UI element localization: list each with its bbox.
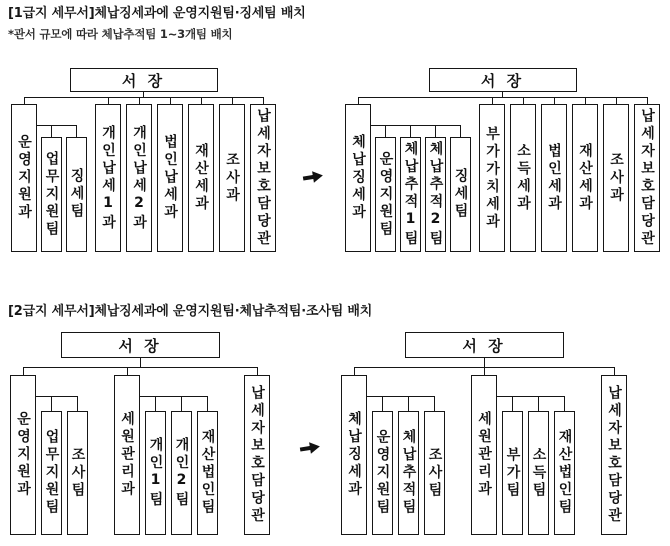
dept-box xyxy=(11,104,37,252)
team-box xyxy=(41,137,62,252)
dept-box-label: 체납징세과 xyxy=(350,134,366,222)
connector-vline xyxy=(201,97,202,104)
dept-box xyxy=(219,104,245,252)
chief-box xyxy=(70,68,218,92)
team-box-label: 개인1팀 xyxy=(147,437,164,509)
team-box-label: 소득팀 xyxy=(530,446,547,500)
connector-vline xyxy=(77,396,78,411)
connector-vline xyxy=(257,367,258,375)
team-box-label: 조사팀 xyxy=(69,446,86,500)
transition-arrow xyxy=(299,439,321,461)
connector-hline xyxy=(367,396,435,397)
dept-box xyxy=(603,104,629,252)
chief-box-label: 서 장 xyxy=(121,71,166,90)
connector-vline xyxy=(358,97,359,104)
chief-box-label: 서 장 xyxy=(118,336,162,355)
connector-vline xyxy=(23,367,24,375)
right-arrow-icon xyxy=(302,168,324,186)
right-arrow-icon xyxy=(299,439,321,457)
section2-title: [2급지 세무서]체납징세과에 운영지원팀·체납추적팀·조사팀 배치 xyxy=(8,304,373,319)
team-box xyxy=(41,411,62,535)
dept-box xyxy=(10,375,36,535)
connector-vline xyxy=(76,125,77,137)
orgchart-grade2-before xyxy=(10,332,270,535)
dept-box-label: 세원관리과 xyxy=(119,411,135,499)
dept-box-label: 개인납세2과 xyxy=(131,124,147,232)
team-box xyxy=(450,137,471,252)
connector-vline xyxy=(435,125,436,137)
team-box-label: 체납추적팀 xyxy=(400,429,417,517)
dept-box-label: 납세자보호담당관 xyxy=(255,108,271,248)
dept-box-label: 재산세과 xyxy=(577,143,593,213)
connector-vline xyxy=(554,97,555,104)
connector-hline xyxy=(140,396,208,397)
connector-vline xyxy=(139,97,140,104)
chief-box xyxy=(61,332,220,358)
dept-box-label: 납세자보호담당관 xyxy=(606,385,622,525)
connector-vline xyxy=(263,97,264,104)
connector-hline xyxy=(36,396,78,397)
connector-vline xyxy=(51,396,52,411)
dept-box xyxy=(114,375,140,535)
team-box-label: 재산법인팀 xyxy=(556,429,573,517)
connector-vline xyxy=(232,97,233,104)
team-box xyxy=(171,411,192,535)
connector-vline xyxy=(512,396,513,411)
chief-box-label: 서 장 xyxy=(480,71,525,90)
connector-vline xyxy=(207,396,208,411)
connector-vline xyxy=(538,396,539,411)
connector-vline xyxy=(523,97,524,104)
dept-box-label: 법인납세과 xyxy=(162,134,178,222)
dept-box xyxy=(541,104,567,252)
dept-box xyxy=(95,104,121,252)
team-box xyxy=(197,411,218,535)
dept-box xyxy=(250,104,276,252)
connector-hline xyxy=(358,97,647,98)
dept-box xyxy=(479,104,505,252)
orgchart-grade1-after xyxy=(345,68,660,252)
connector-vline xyxy=(585,97,586,104)
connector-vline xyxy=(127,367,128,375)
section1-note: *관서 규모에 따라 체납추적팀 1~3개팀 배치 xyxy=(8,27,233,41)
dept-box-label: 개인납세1과 xyxy=(100,124,116,232)
dept-box xyxy=(341,375,367,535)
dept-box xyxy=(634,104,660,252)
connector-vline xyxy=(434,396,435,411)
connector-vline xyxy=(408,396,409,411)
chief-box-label: 서 장 xyxy=(462,336,506,355)
connector-vline xyxy=(614,367,615,375)
connector-vline xyxy=(51,125,52,137)
team-box xyxy=(67,411,88,535)
team-box-label: 부가팀 xyxy=(504,446,521,500)
team-box-label: 운영지원팀 xyxy=(374,429,391,517)
connector-hline xyxy=(497,396,565,397)
team-box xyxy=(554,411,575,535)
connector-vline xyxy=(460,125,461,137)
section1-title: [1급지 세무서]체납징세과에 운영지원팀·징세팀 배치 xyxy=(8,6,306,21)
team-box xyxy=(502,411,523,535)
team-box-label: 체납추적1팀 xyxy=(402,141,419,248)
dept-box xyxy=(188,104,214,252)
team-box-label: 징세팀 xyxy=(452,168,469,221)
dept-box xyxy=(244,375,270,535)
connector-vline xyxy=(354,367,355,375)
orgchart-grade2-after xyxy=(341,332,627,535)
dept-box-label: 운영지원과 xyxy=(15,411,31,499)
dept-box xyxy=(471,375,497,535)
connector-vline xyxy=(140,358,141,367)
connector-vline xyxy=(492,97,493,104)
chief-box xyxy=(429,68,577,92)
dept-box-label: 조사과 xyxy=(224,151,240,205)
connector-hline xyxy=(37,125,77,126)
team-box xyxy=(145,411,166,535)
connector-vline xyxy=(647,97,648,104)
team-box xyxy=(398,411,419,535)
dept-box-label: 부가가치세과 xyxy=(484,125,500,231)
team-box xyxy=(372,411,393,535)
dept-box-label: 운영지원과 xyxy=(16,134,32,222)
team-box-label: 개인2팀 xyxy=(173,437,190,509)
dept-box-label: 소득세과 xyxy=(515,143,531,213)
dept-box xyxy=(572,104,598,252)
connector-vline xyxy=(484,358,485,367)
dept-box-label: 납세자보호담당관 xyxy=(639,108,655,248)
dept-box xyxy=(345,104,371,252)
dept-box-label: 체납징세과 xyxy=(346,411,362,499)
connector-vline xyxy=(410,125,411,137)
team-box-label: 재산법인팀 xyxy=(199,429,216,517)
team-box xyxy=(400,137,421,252)
team-box xyxy=(66,137,87,252)
team-box-label: 징세팀 xyxy=(68,168,85,221)
team-box xyxy=(528,411,549,535)
team-box-label: 업무지원팀 xyxy=(43,429,60,517)
team-box xyxy=(375,137,396,252)
team-box-label: 체납추적2팀 xyxy=(427,141,444,248)
connector-vline xyxy=(24,97,25,104)
connector-vline xyxy=(382,396,383,411)
team-box xyxy=(425,137,446,252)
connector-vline xyxy=(484,367,485,375)
team-box-label: 업무지원팀 xyxy=(43,150,60,239)
dept-box-label: 납세자보호담당관 xyxy=(249,385,265,525)
chief-box xyxy=(405,332,564,358)
dept-box-label: 세원관리과 xyxy=(476,411,492,499)
transition-arrow xyxy=(302,168,324,190)
dept-box xyxy=(157,104,183,252)
dept-box-label: 법인세과 xyxy=(546,143,562,213)
connector-vline xyxy=(155,396,156,411)
connector-vline xyxy=(108,97,109,104)
dept-box xyxy=(510,104,536,252)
dept-box xyxy=(126,104,152,252)
connector-hline xyxy=(24,97,263,98)
dept-box xyxy=(601,375,627,535)
team-box-label: 운영지원팀 xyxy=(377,150,394,239)
connector-hline xyxy=(23,367,257,368)
orgchart-grade1-before xyxy=(11,68,276,252)
connector-vline xyxy=(181,396,182,411)
dept-box-label: 조사과 xyxy=(608,151,624,205)
connector-vline xyxy=(616,97,617,104)
connector-vline xyxy=(564,396,565,411)
connector-vline xyxy=(170,97,171,104)
team-box-label: 조사팀 xyxy=(426,446,443,500)
team-box xyxy=(424,411,445,535)
dept-box-label: 재산세과 xyxy=(193,143,209,213)
connector-vline xyxy=(385,125,386,137)
